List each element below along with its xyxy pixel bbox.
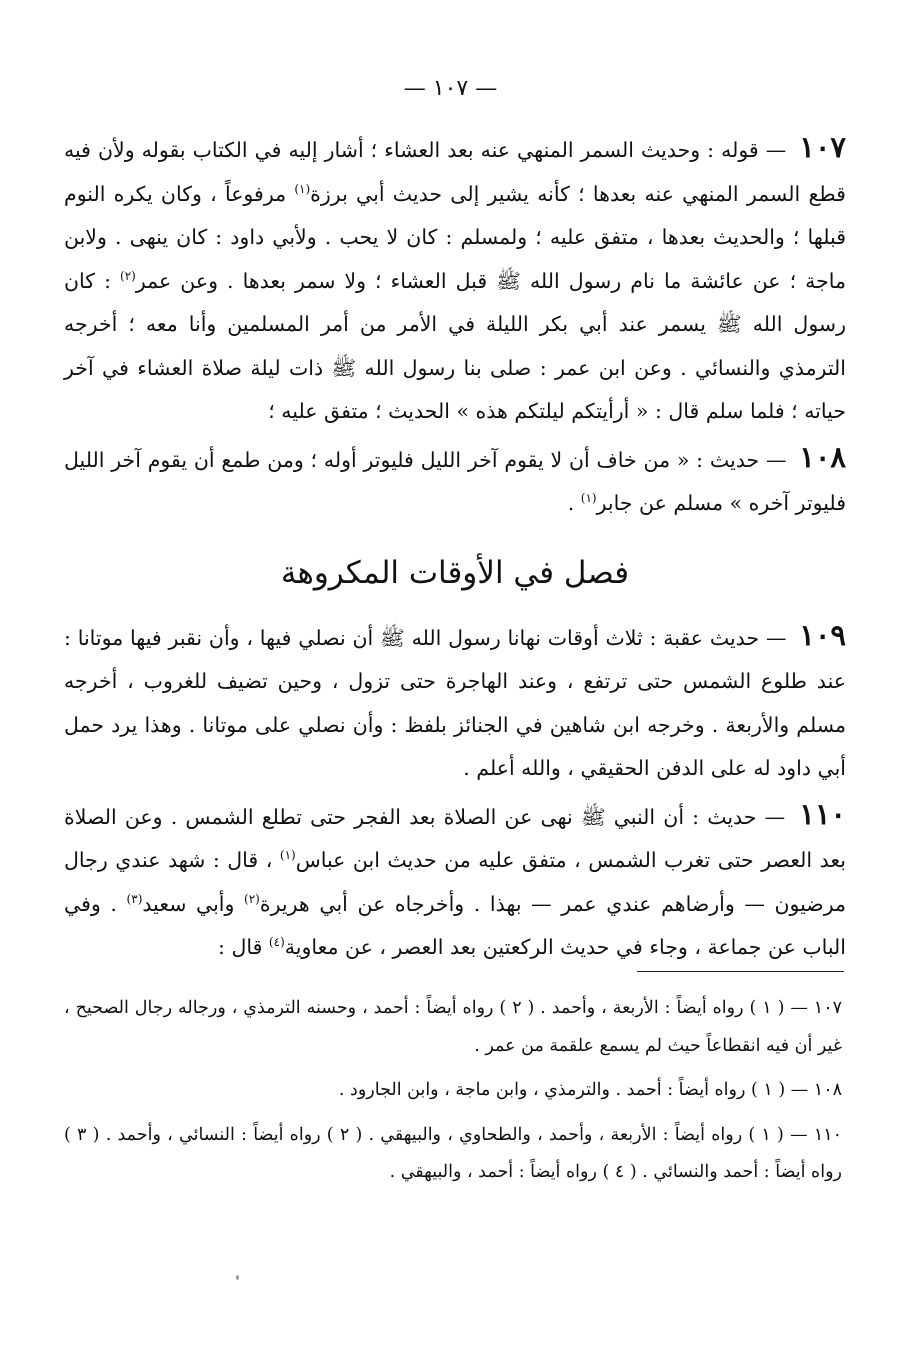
paragraph-number: ١٠٨ [799,439,846,474]
footnote-107: ١٠٧ — ( ١ ) رواه أيضاً : الأربعة ، وأحمد . ( ٢ ) رواه أيضاً : أحمد ، وحسنه الترمذي ، ورجاله رجال الصحيح ، غير أن فيه انقطاعاً حيث لم يسمع علقمة من عمر . [64,998,842,1056]
paragraph-text: قوله : وحديث السمر المنهي عنه بعد العشاء ؛ أشار إليه في الكتاب بقوله ولأن فيه قطع السمر المنهي عنه بعدها ؛ كأنه يشير إلى حديث أبي برزة [64,138,846,206]
footnote-ref: (١) [580,491,597,506]
paragraph-107 [64,126,846,434]
paragraph-110 [64,793,846,970]
paragraph-dash: — [759,625,794,650]
footnotes [64,990,842,1199]
paragraph-dash: — [756,804,794,829]
paragraph-text: . [567,491,581,515]
footnote-ref: (٢) [120,268,136,283]
paragraph-text: وأبي سعيد [142,891,245,916]
paragraph-text: حديث : « من خاف أن لا يقوم آخر الليل فليوتر أوله ؛ ومن طمع أن يقوم آخر الليل فليوتر آخره » مسلم عن جابر [64,447,846,515]
footnote-ref: (٢) [244,891,260,906]
footnote-divider [637,971,844,972]
paragraph-text: مرفوعاً ، وكان يكره النوم قبلها ؛ والحديث بعدها ، متفق عليه ؛ ولمسلم : كان لا يحب . ولأبي داود : كان ينهى . ولابن ماجة ؛ عن عائشة ما نام رسول الله ﷺ قبل العشاء ؛ ولا سمر بعدها . وعن عمر [64,181,847,293]
paragraph-dash: — [759,447,794,472]
paragraph-text: حديث عقبة : ثلاث أوقات نهانا رسول الله ﷺ أن نصلي فيها ، وأن نقبر فيها موتانا : عند طلوع الشمس حتى ترتفع ، وعند الهاجرة حتى تزول ، وحين تضيف للغروب ، أخرجه مسلم والأربعة . وخرجه ابن شاهين في الجنائز بلفظ : وأن نصلي على موتانا . وهذا يرد حمل أبي داود له على الدفن الحقيقي ، والله أعلم . [64,625,846,780]
footnote-ref: (٣) [126,891,143,906]
footnote-ref: (١) [294,181,311,196]
paragraph-109 [64,614,846,791]
paragraph-text: . وفي الباب عن جماعة ، وجاء في حديث الركعتين بعد العصر ، عن معاوية [64,891,846,959]
paragraph-number: ١١٠ [799,796,846,831]
paragraph-text: ، قال : شهد عندي رجال مرضيون — وأرضاهم عندي عمر — بهذا . وأخرجاه عن أبي هريرة [64,848,847,916]
footnote-108: ١٠٨ — ( ١ ) رواه أيضاً : أحمد . والترمذي ، وابن ماجة ، وابن الجارود . [338,1080,842,1100]
paragraph-number: ١٠٧ [799,130,846,164]
section-heading: فصل في الأوقات المكروهة [280,554,630,591]
paragraph-text: قال : [218,935,269,959]
main-text [64,126,846,970]
paragraph-number: ١٠٩ [799,617,846,652]
paragraph-text: حديث : أن النبي ﷺ نهى عن الصلاة بعد الفجر حتى تطلع الشمس . وعن الصلاة بعد العصر حتى تغرب الشمس ، متفق عليه من حديث ابن عباس [64,804,846,872]
scan-speck [236,1275,239,1280]
footnote-110: ١١٠ — ( ١ ) رواه أيضاً : الأربعة ، وأحمد ، والطحاوي ، والبيهقي . ( ٢ ) رواه أيضاً : النسائي ، وأحمد . ( ٣ ) رواه أيضاً : أحمد والنسائي . ( ٤ ) رواه أيضاً : أحمد ، والبيهقي . [64,1124,843,1182]
footnote-ref: (٤) [268,935,285,950]
paragraph-108 [64,436,846,526]
page-number: — ١٠٧ — [403,76,498,101]
paragraph-text: : كان رسول الله ﷺ يسمر عند أبي بكر الليلة في الأمر من أمر المسلمين وأنا معه ؛ أخرجه الترمذي والنسائي . وعن ابن عمر : صلى بنا رسول الله ﷺ ذات ليلة صلاة العشاء في آخر حياته ؛ فلما سلم قال : « أرأيتكم ليلتكم هذه » الحديث ؛ متفق عليه ؛ [64,268,846,423]
footnote-ref: (١) [279,848,296,863]
paragraph-dash: — [758,138,794,162]
